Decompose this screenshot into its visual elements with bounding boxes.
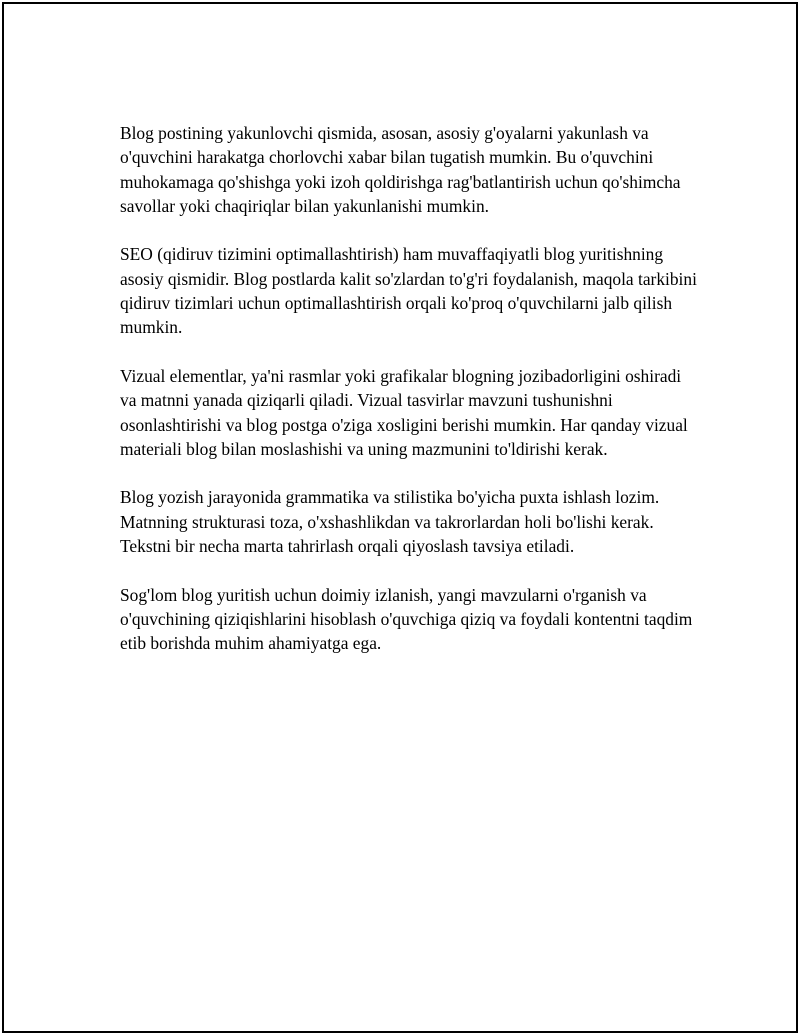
paragraph-1: Blog postining yakunlovchi qismida, asosan, asosiy g'oyalarni yakunlash va o'quvchini harakatga chorlovchi xabar bilan tugatish mumkin. Bu o'quvchini muhokamaga qo'shishga yoki izoh qoldirishga rag'batlantirish uchun qo'shimcha savollar yoki chaqiriqlar bilan yakunlanishi mumkin. xyxy=(120,123,681,216)
paragraph-2: SEO (qidiruv tizimini optimallashtirish) ham muvaffaqiyatli blog yuritishning asosiy qismidir. Blog postlarda kalit so'zlardan to'g'ri foydalanish, maqola tarkibini qidiruv tizimlari uchun optimallashtirish orqali ko'proq o'quvchilarni jalb qilish mumkin. xyxy=(120,244,697,338)
document-body xyxy=(120,121,700,680)
paragraph-5: Sog'lom blog yuritish uchun doimiy izlanish, yangi mavzularni o'rganish va o'quvchining qiziqishlarini hisoblash o'quvchiga qiziq va foydali kontentni taqdim etib borishda muhim ahamiyatga ega. xyxy=(120,584,693,654)
paragraph-4: Blog yozish jarayonida grammatika va stilistika bo'yicha puxta ishlash lozim. Matnning strukturasi toza, o'xshashlikdan va takrorlardan holi bo'lishi kerak. Tekstni bir necha marta tahrirlash orqali qiyoslash tavsiya etiladi. xyxy=(120,487,660,557)
paragraph-3: Vizual elementlar, ya'ni rasmlar yoki grafikalar blogning jozibadorligini oshiradi va matnni yanada qiziqarli qiladi. Vizual tasvirlar mavzuni tushunishni osonlashtirishi va blog postga o'ziga xosligini berishi mumkin. Har qanday vizual materiali blog bilan moslashishi va uning mazmunini to'ldirishi kerak. xyxy=(120,365,688,459)
page-frame xyxy=(2,2,798,1033)
